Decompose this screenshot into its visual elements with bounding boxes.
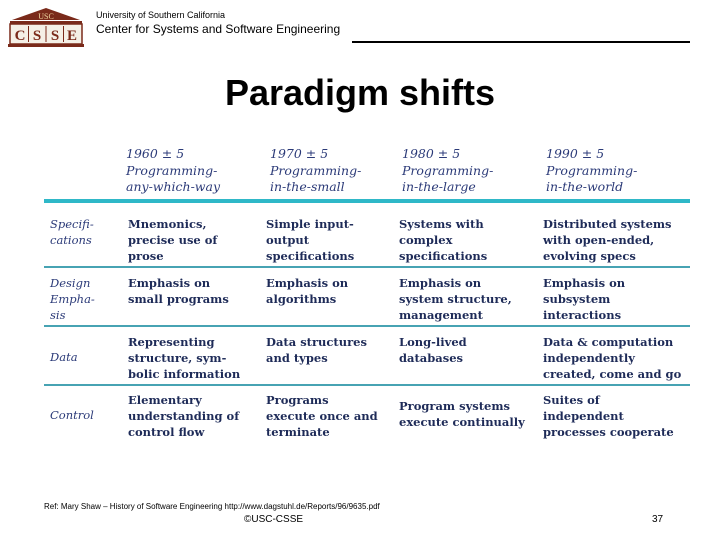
row-label-specifications: Specifi- cations: [50, 217, 94, 247]
row-separator: [44, 384, 690, 386]
logo-letter-s2: S: [50, 28, 60, 44]
row-label-design-emphasis: Design Empha- sis: [50, 276, 95, 322]
table-cell: Emphasis on subsystem interactions: [543, 276, 626, 322]
column-header-1990: 1990 ± 5 Programming- in-the-world: [546, 146, 638, 194]
row-label-control: Control: [50, 408, 94, 422]
table-cell: Program systems execute continually: [399, 399, 525, 429]
header-divider: [352, 41, 690, 43]
logo-letter-s1: S: [32, 28, 42, 44]
table-cell: Systems with complex specifications: [399, 217, 488, 263]
table-cell: Emphasis on algorithms: [266, 276, 349, 306]
table-cell: Data & computation independently created, come and go: [543, 335, 682, 381]
table-cell: Distributed systems with open-ended, evolving specs: [543, 217, 672, 263]
table-cell: Programs execute once and terminate: [266, 393, 378, 439]
page-number: 37: [652, 514, 664, 525]
header-separator: [44, 199, 690, 203]
table-cell: Long-lived databases: [399, 335, 467, 365]
logo-usc-text: USC: [38, 12, 54, 21]
table-cell: Elementary understanding of control flow: [128, 393, 240, 439]
table-cell: Data structures and types: [266, 335, 367, 365]
row-label-data: Data: [50, 350, 78, 364]
table-cell: Representing structure, sym- bolic information: [128, 335, 241, 381]
logo-letter-e: E: [66, 28, 78, 44]
column-header-1960: 1960 ± 5 Programming- any-which-way: [126, 146, 221, 194]
column-header-1980: 1980 ± 5 Programming- in-the-large: [402, 146, 494, 194]
table-cell: Emphasis on small programs: [128, 276, 229, 306]
reference-citation: Ref: Mary Shaw – History of Software Engineering http://www.dagstuhl.de/Reports/96/9635.pdf: [44, 502, 380, 511]
column-header-1970: 1970 ± 5 Programming- in-the-small: [270, 146, 362, 194]
row-separator: [44, 266, 690, 268]
table-cell: Simple input- output specifications: [266, 217, 355, 263]
row-separator: [44, 325, 690, 327]
university-name: University of Southern California: [96, 10, 226, 20]
copyright: ©USC-CSSE: [244, 514, 304, 525]
logo-letter-c: C: [14, 28, 26, 44]
center-name: Center for Systems and Software Engineering: [96, 22, 341, 36]
slide-title: Paradigm shifts: [224, 72, 496, 113]
table-cell: Mnemonics, precise use of prose: [128, 217, 218, 263]
table-cell: Suites of independent processes cooperate: [543, 393, 674, 439]
paradigm-table: [44, 146, 690, 446]
usc-csse-logo: [6, 6, 86, 48]
table-cell: Emphasis on system structure, management: [399, 276, 512, 322]
